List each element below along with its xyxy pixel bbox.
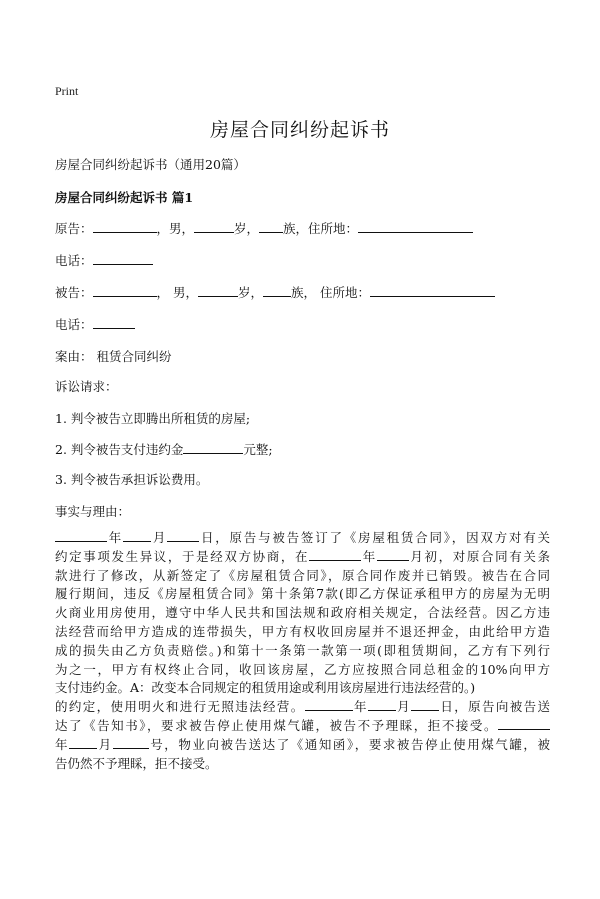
blank-field (93, 253, 153, 265)
blank-field (123, 530, 151, 542)
facts-line (55, 698, 550, 717)
blank-field (93, 221, 157, 233)
case-cause: 案由： 租赁合同纠纷 (55, 349, 172, 364)
facts-text: 的约定，使用明火和进行无照违法经营。 (55, 699, 305, 715)
facts-text: 日，原告向被告送 (439, 699, 550, 715)
defendant-label: 被告： (55, 285, 93, 300)
defendant-ethnic: 族， 住所地： (291, 285, 370, 300)
facts-paragraph (55, 529, 550, 773)
defendant-age: 岁， (238, 285, 264, 300)
facts-text: 年 (361, 548, 377, 564)
facts-line: 为之一，甲方有权终止合同，收回该房屋，乙方应按照合同总租金的10%向甲方 (55, 661, 550, 677)
plaintiff-line (55, 219, 473, 237)
blank-field (411, 699, 439, 711)
plaintiff-phone-label: 电话： (55, 253, 93, 268)
facts-line: 支付违约金。A：改变本合同规定的租赁用途或利用该房屋进行违法经营的。) (55, 680, 476, 696)
facts-text: 日，原告与被告签订了《房屋租赁合同》，因双方对有关 (199, 530, 550, 545)
facts-text: 号，物业向被告送达了《通知函》，要求被告停止使用煤气罐，被 (148, 736, 550, 752)
blank-field (377, 549, 409, 561)
plaintiff-ethnic: 族，住所地： (283, 221, 359, 236)
facts-line: 法经营而给甲方造成的连带损失，甲方有权收回房屋并不退还押金，由此给甲方造 (55, 623, 550, 639)
facts-line (55, 736, 550, 755)
plaintiff-phone-line (55, 251, 153, 269)
claim-2-suffix: 元整; (243, 442, 273, 457)
blank-field (93, 317, 135, 329)
facts-line: 火商业用房使用，遵守中华人民共和国法规和政府相关规定，合法经营。因乙方违 (55, 605, 550, 621)
blank-field (305, 699, 353, 711)
claim-2-prefix: 2. 判令被告支付违约金 (55, 442, 184, 457)
blank-field (309, 549, 361, 561)
claim-3: 3. 判令被告承担诉讼费用。 (55, 472, 209, 487)
document-subtitle: 房屋合同纠纷起诉书（通用20篇） (55, 157, 246, 172)
facts-line (55, 717, 550, 736)
claim-2 (55, 440, 273, 458)
print-label: Print (55, 84, 79, 98)
blank-field (55, 530, 107, 542)
facts-text: 年 (107, 530, 124, 545)
defendant-male: ， 男， (156, 285, 198, 300)
facts-line (55, 548, 550, 567)
plaintiff-male: ，男， (156, 221, 195, 236)
plaintiff-age: 岁， (234, 221, 260, 236)
blank-field (194, 221, 234, 233)
facts-line: 履行期间，违反《房屋租赁合同》第十条第7款(即乙方保证承租甲方的房屋为无明 (55, 586, 550, 602)
facts-text: 达了《告知书》，要求被告停止使用煤气罐，被告不予理睬，拒不接受。 (55, 717, 498, 733)
facts-heading: 事实与理由： (55, 504, 131, 519)
facts-text: 约定事项发生异议，于是经双方协商，在 (55, 548, 310, 564)
defendant-phone-label: 电话： (55, 317, 93, 332)
blank-field (113, 737, 149, 749)
claims-heading: 诉讼请求： (55, 379, 118, 394)
section-heading: 房屋合同纠纷起诉书 篇1 (55, 190, 194, 205)
facts-line (55, 529, 550, 548)
facts-text: 年 (55, 736, 70, 752)
blank-field (69, 737, 97, 749)
plaintiff-label: 原告： (55, 221, 93, 236)
facts-text: 月 (97, 736, 113, 752)
facts-line: 款进行了修改，从新签定了《房屋租赁合同》，原合同作废并已销毁。被告在合同 (55, 567, 550, 583)
facts-line: 告仍然不予理睬，拒不接受。 (55, 755, 218, 771)
blank-field (93, 285, 157, 297)
blank-field (259, 221, 283, 233)
facts-text: 月初，对原合同有关条 (408, 548, 550, 564)
document-title: 房屋合同纠纷起诉书 (209, 119, 390, 141)
blank-field (167, 530, 199, 542)
blank-field (370, 285, 495, 297)
blank-field (358, 221, 473, 233)
defendant-phone-line (55, 315, 135, 333)
facts-text: 月 (395, 699, 412, 715)
claim-1: 1. 判令被告立即腾出所租赁的房屋; (55, 411, 251, 426)
blank-field (263, 285, 291, 297)
defendant-line (55, 283, 495, 301)
blank-field (498, 718, 550, 730)
facts-text: 月 (151, 530, 168, 545)
blank-field (198, 285, 238, 297)
blank-field (183, 442, 243, 454)
blank-field (368, 699, 396, 711)
facts-line: 成的损失由乙方负责赔偿。)和第十一条第一款第一项(即租赁期间，乙方有下列行 (55, 642, 550, 658)
facts-text: 年 (352, 699, 368, 715)
